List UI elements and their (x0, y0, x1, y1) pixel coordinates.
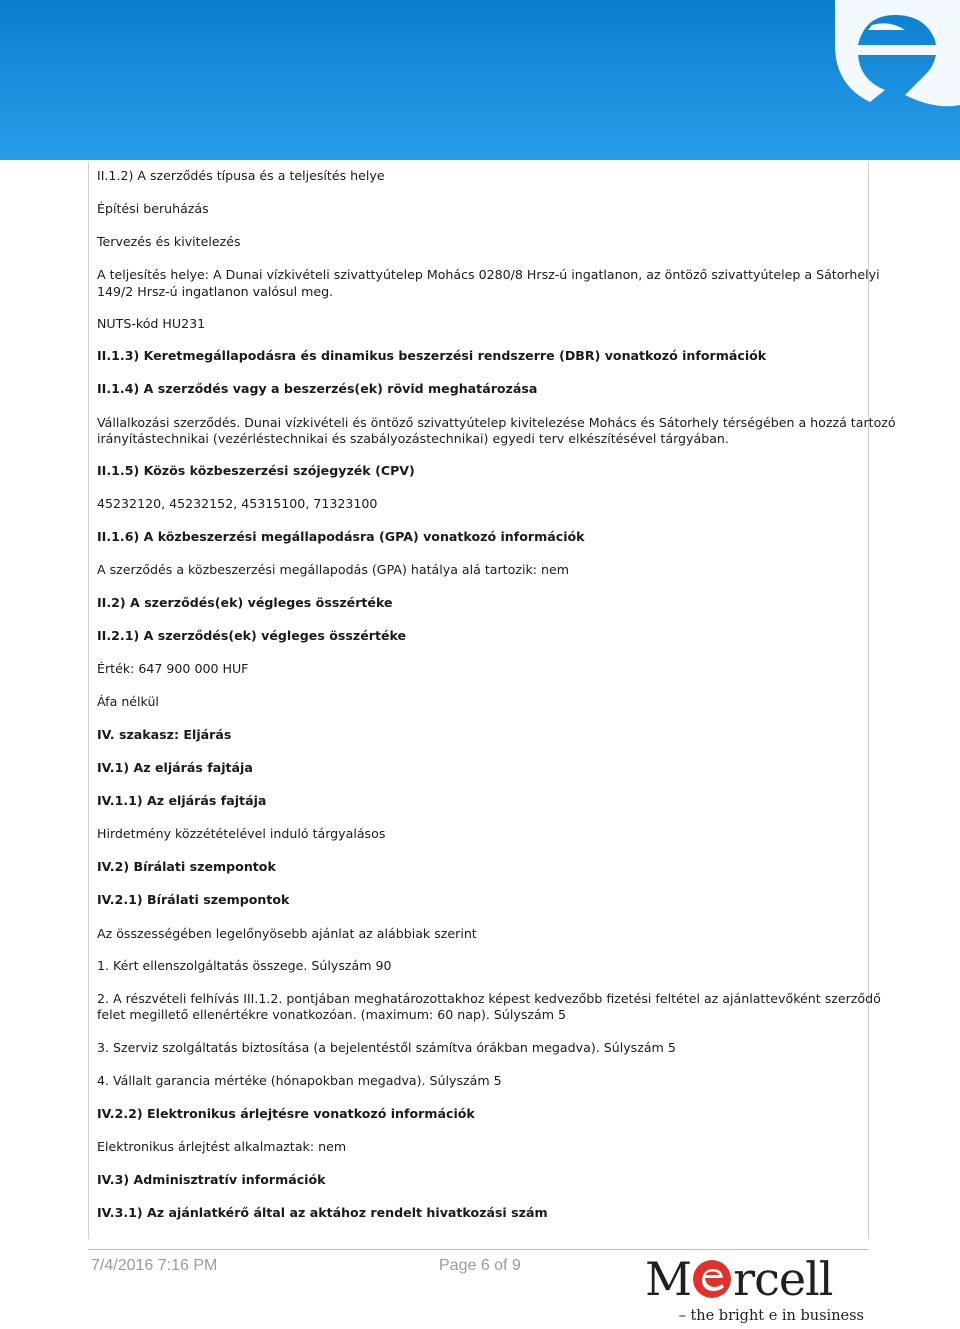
section-heading-ii-2: II.2) A szerződés(ek) végleges összértéke (97, 595, 393, 610)
criterion-1: 1. Kért ellenszolgáltatás összege. Súlyszám 90 (97, 958, 392, 973)
vat-note: Áfa nélkül (97, 694, 159, 709)
contract-subkind: Tervezés és kivitelezés (97, 234, 241, 249)
header-band (0, 0, 960, 160)
section-heading-ii-2-1: II.2.1) A szerződés(ek) végleges összértéke (97, 628, 407, 643)
eauction-answer: Elektronikus árlejtést alkalmaztak: nem (97, 1139, 347, 1154)
section-heading-ii-1-3: II.1.3) Keretmegállapodásra és dinamikus beszerzési rendszerre (DBR) vonatkozó információk (97, 348, 767, 363)
place-of-performance-line-1: A teljesítés helye: A Dunai vízkivételi szivattyútelep Mohács 0280/8 Hrsz-ú ingatlanon, az öntöző szivattyútelep a Sátorhelyi (97, 267, 880, 282)
page-number: Page 6 of 9 (439, 1257, 521, 1274)
final-value: Érték: 647 900 000 HUF (97, 661, 249, 676)
short-description-line-1: Vállalkozási szerződés. Dunai vízkivételi és öntöző szivattyútelep kivitelezése Mohács és Sátorhely térségében a hozzá tartozó (97, 415, 896, 430)
section-heading-ii-1-4: II.1.4) A szerződés vagy a beszerzés(ek) rövid meghatározása (97, 381, 538, 396)
cpv-codes: 45232120, 45232152, 45315100, 71323100 (97, 496, 378, 511)
section-heading-ii-1-5: II.1.5) Közös közbeszerzési szójegyzék (CPV) (97, 463, 415, 478)
short-description-line-2: irányítástechnikai (vezérléstechnikai és szabályozástechnikai) egyedi terv elkészítésével tárgyában. (97, 431, 729, 446)
criterion-4: 4. Vállalt garancia mértéke (hónapokban megadva). Súlyszám 5 (97, 1073, 502, 1088)
procedure-type: Hirdetmény közzétételével induló tárgyalásos (97, 826, 386, 841)
brand-logo (645, 1254, 870, 1326)
print-timestamp: 7/4/2016 7:16 PM (91, 1257, 218, 1274)
section-heading-ii-1-2: II.1.2) A szerződés típusa és a teljesítés helye (97, 168, 385, 183)
section-heading-iv-2-2: IV.2.2) Elektronikus árlejtésre vonatkozó információk (97, 1106, 475, 1121)
section-heading-ii-1-6: II.1.6) A közbeszerzési megállapodásra (GPA) vonatkozó információk (97, 529, 585, 544)
gpa-answer: A szerződés a közbeszerzési megállapodás (GPA) hatálya alá tartozik: nem (97, 562, 569, 577)
criterion-2-line-2: felet megillető ellenértékre vonatkozóan. (maximum: 60 nap). Súlyszám 5 (97, 1007, 567, 1022)
e-logo-icon (692, 1259, 732, 1299)
brand-wordmark (645, 1254, 833, 1304)
criterion-2-line-1: 2. A részvételi felhívás III.1.2. pontjában meghatározottakhoz képest kedvezőbb fizetési feltétel az ajánlattevőként szerződő (97, 991, 881, 1006)
nuts-code: NUTS-kód HU231 (97, 316, 206, 331)
brand-wordmark-rest: rcell (733, 1252, 833, 1306)
section-heading-iv-2-1: IV.2.1) Bírálati szempontok (97, 892, 290, 907)
brand-tagline: – the bright e in business (678, 1308, 864, 1324)
criterion-3: 3. Szerviz szolgáltatás biztosítása (a bejelentéstől számítva órákban megadva). Súlyszám 5 (97, 1040, 676, 1055)
section-heading-iv: IV. szakasz: Eljárás (97, 727, 232, 742)
section-heading-iv-2: IV.2) Bírálati szempontok (97, 859, 276, 874)
section-heading-iv-3: IV.3) Adminisztratív információk (97, 1172, 326, 1187)
section-heading-iv-1: IV.1) Az eljárás fajtája (97, 760, 253, 775)
criteria-intro: Az összességében legelőnyösebb ajánlat az alábbiak szerint (97, 926, 477, 941)
header-band-graphic (0, 0, 960, 160)
place-of-performance-line-2: 149/2 Hrsz-ú ingatlanon valósul meg. (97, 284, 334, 299)
footer-divider (88, 1249, 868, 1250)
brand-wordmark-m: M (645, 1252, 692, 1306)
contract-kind: Építési beruházás (97, 201, 209, 216)
section-heading-iv-1-1: IV.1.1) Az eljárás fajtája (97, 793, 267, 808)
section-heading-iv-3-1: IV.3.1) Az ajánlatkérő által az aktához rendelt hivatkozási szám (97, 1205, 548, 1220)
